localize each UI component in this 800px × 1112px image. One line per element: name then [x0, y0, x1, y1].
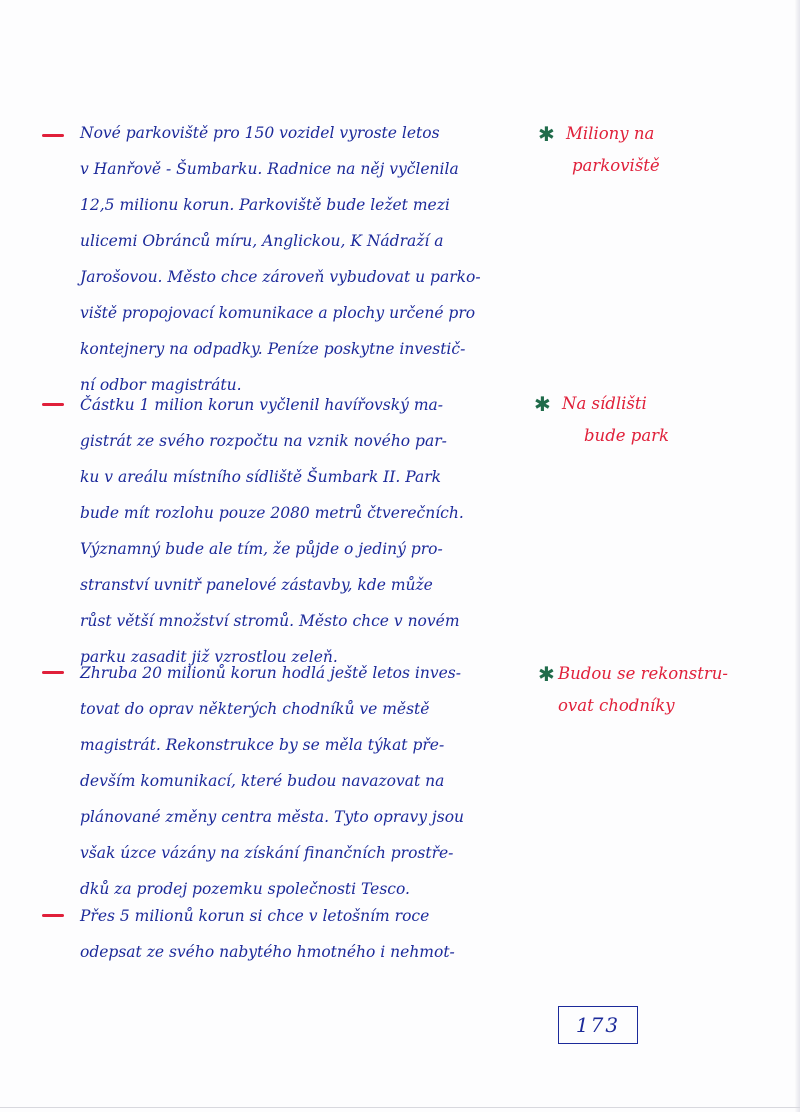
- text-line: gistrát ze svého rozpočtu na vznik nového par-: [80, 432, 447, 450]
- red-dash-marker: [42, 914, 64, 917]
- text-line: 12,5 milionu korun. Parkoviště bude ležet mezi: [80, 196, 450, 214]
- text-line: kontejnery na odpadky. Peníze poskytne investič-: [80, 340, 466, 358]
- text-line: růst větší množství stromů. Město chce v novém: [80, 612, 460, 630]
- text-line: parku zasadit již vzrostlou zeleň.: [80, 648, 338, 666]
- margin-note-park: [562, 388, 669, 452]
- margin-note-line: parkoviště: [572, 156, 660, 175]
- margin-note-sidewalks: [558, 658, 728, 722]
- page-bottom-edge: [0, 1107, 800, 1108]
- text-line: Významný bude ale tím, že půjde o jediný pro-: [80, 540, 443, 558]
- text-line: však úzce vázány na získání finančních prostře-: [80, 844, 454, 862]
- margin-note-line: Miliony na: [566, 124, 655, 143]
- margin-note-line: Budou se rekonstru-: [558, 664, 728, 683]
- text-line: tovat do oprav některých chodníků ve městě: [80, 700, 430, 718]
- margin-note-parking: [566, 118, 660, 182]
- red-dash-marker: [42, 403, 64, 406]
- text-line: Zhruba 20 milionů korun hodlá ještě letos inves-: [80, 664, 461, 682]
- green-asterisk-mark: ✱: [534, 392, 551, 416]
- green-asterisk-mark: ✱: [538, 122, 555, 146]
- text-line: Přes 5 milionů korun si chce v letošním roce: [80, 907, 430, 925]
- text-line: v Hanřově - Šumbarku. Radnice na něj vyčlenila: [80, 160, 459, 178]
- text-line: ní odbor magistrátu.: [80, 376, 242, 394]
- text-line: stranství uvnitř panelové zástavby, kde může: [80, 576, 433, 594]
- text-line: viště propojovací komunikace a plochy určené pro: [80, 304, 476, 322]
- text-line: Nové parkoviště pro 150 vozidel vyroste letos: [80, 124, 440, 142]
- text-line: plánované změny centra města. Tyto opravy jsou: [80, 808, 465, 826]
- text-line: odepsat ze svého nabytého hmotného i nehmot-: [80, 943, 455, 961]
- paragraph-park: [80, 387, 540, 675]
- text-line: bude mít rozlohu pouze 2080 metrů čtverečních.: [80, 504, 464, 522]
- text-line: dků za prodej pozemku společnosti Tesco.: [80, 880, 410, 898]
- paragraph-sidewalks: [80, 655, 540, 907]
- red-dash-marker: [42, 671, 64, 674]
- margin-note-line: bude park: [584, 426, 670, 445]
- page-edge-shadow: [794, 0, 800, 1112]
- text-line: devším komunikací, které budou navazovat na: [80, 772, 445, 790]
- text-line: magistrát. Rekonstrukce by se měla týkat pře-: [80, 736, 445, 754]
- margin-note-line: ovat chodníky: [558, 696, 675, 715]
- red-dash-marker: [42, 134, 64, 137]
- text-line: ku v areálu místního sídliště Šumbark II. Park: [80, 468, 442, 486]
- paragraph-writeoff: [80, 898, 540, 970]
- green-asterisk-mark: ✱: [538, 662, 555, 686]
- text-line: Jarošovou. Město chce zároveň vybudovat u parko-: [80, 268, 481, 286]
- page-number-box: 173: [558, 1006, 638, 1044]
- paragraph-parking: [80, 115, 540, 403]
- margin-note-line: Na sídlišti: [562, 394, 647, 413]
- text-line: Částku 1 milion korun vyčlenil havířovský ma-: [80, 396, 444, 414]
- text-line: ulicemi Obránců míru, Anglickou, K Nádraží a: [80, 232, 444, 250]
